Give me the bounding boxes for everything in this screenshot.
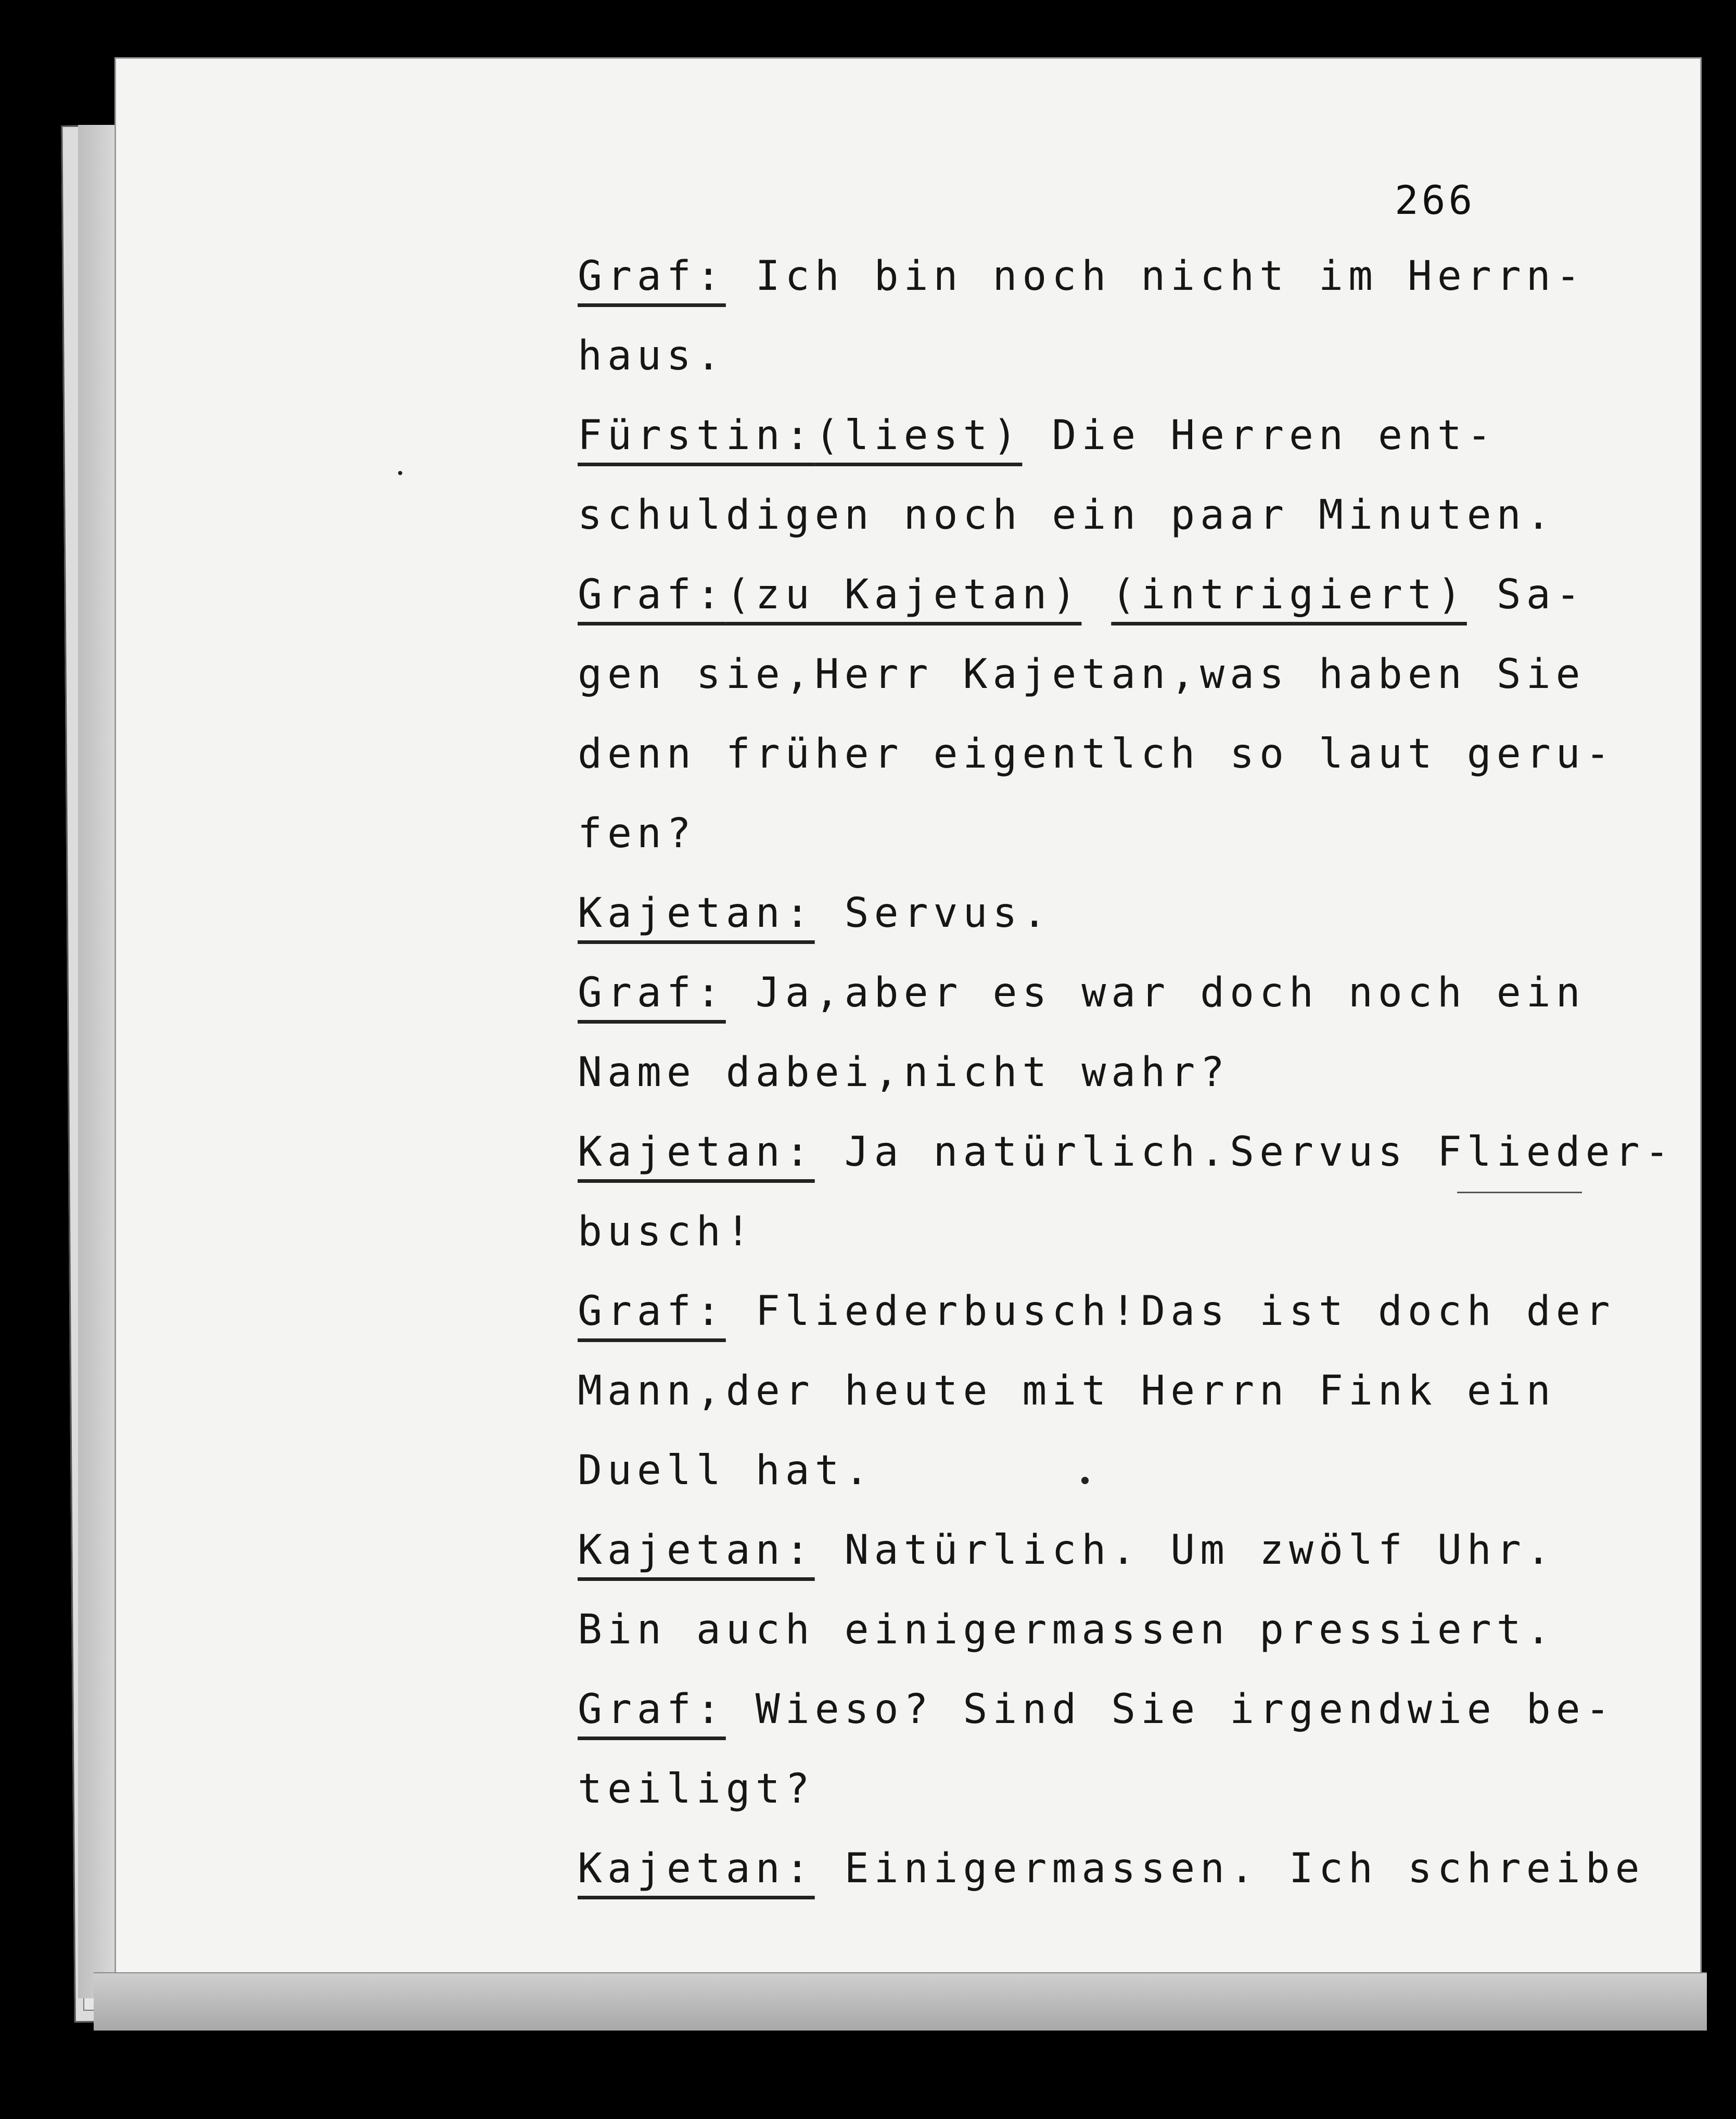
- speaker-name: Kajetan:: [578, 890, 815, 937]
- speaker-name: Fürstin:: [578, 412, 815, 459]
- speaker-name: Kajetan:: [578, 1527, 815, 1574]
- speaker-name: Graf:: [578, 1686, 726, 1733]
- text-line: [578, 1033, 1566, 1113]
- text-line: [578, 1670, 1615, 1750]
- dialogue-text: [578, 237, 1675, 1909]
- line-text: teiligt?: [578, 1766, 815, 1812]
- page-number: 266: [1395, 177, 1476, 223]
- speaker-name: Kajetan:: [578, 1845, 815, 1892]
- stage-direction: (liest): [814, 412, 1023, 459]
- text-line: [578, 1431, 1566, 1511]
- text-line: [578, 237, 1586, 316]
- line-text: Servus.: [814, 890, 1052, 937]
- speaker-name: Graf:: [578, 253, 726, 300]
- text-line: [578, 1192, 1566, 1272]
- line-text: Bin auch einigermassen pressiert.: [578, 1606, 1556, 1653]
- line-text: denn früher eigentlch so laut geru-: [578, 731, 1615, 777]
- line-text: Die Herren ent-: [1022, 412, 1497, 459]
- line-text: Sa-: [1466, 571, 1586, 618]
- text-line: [578, 476, 1566, 555]
- page-bottom-edge: [94, 1972, 1707, 2031]
- line-text: Ich bin noch nicht im Herrn-: [725, 253, 1586, 300]
- text-line: [578, 635, 1586, 714]
- text-line: [578, 714, 1615, 794]
- line-text: schuldigen noch ein paar Minuten.: [578, 492, 1556, 539]
- line-text: Wieso? Sind Sie irgendwie be-: [725, 1686, 1615, 1733]
- text-line: [578, 1590, 1566, 1670]
- margin-mark: [1457, 1192, 1582, 1193]
- line-text: Name dabei,nicht wahr?: [578, 1049, 1230, 1096]
- line-text: Einigermassen. Ich schreibe: [814, 1845, 1645, 1892]
- text-line: [578, 794, 1566, 874]
- speaker-name: Graf:: [578, 1288, 726, 1335]
- text-line: [578, 1272, 1615, 1351]
- text-line: [578, 555, 1586, 635]
- ink-speck: [398, 471, 402, 475]
- speaker-name: Kajetan:: [578, 1129, 815, 1176]
- line-text: Fliederbusch!Das ist doch der: [725, 1288, 1615, 1335]
- text-line: [578, 1511, 1566, 1590]
- line-text: haus.: [578, 333, 726, 379]
- text-line: [578, 396, 1566, 476]
- text-line: [578, 1351, 1566, 1431]
- line-text: fen?: [578, 810, 696, 857]
- text-line: [578, 1829, 1645, 1909]
- stage-direction: (intrigiert): [1111, 571, 1467, 618]
- line-text: busch!: [578, 1208, 756, 1255]
- text-line: [578, 953, 1586, 1033]
- line-text: Duell hat.: [578, 1447, 874, 1494]
- text-line: [578, 874, 1566, 953]
- speaker-name: Graf:: [578, 571, 726, 618]
- line-text: Ja natürlich.Servus Flieder-: [814, 1129, 1675, 1176]
- line-text: Ja,aber es war doch noch ein: [725, 969, 1586, 1016]
- text-line: [578, 316, 1566, 396]
- stage-direction: (zu Kajetan): [725, 571, 1082, 618]
- speaker-name: Graf:: [578, 969, 726, 1016]
- line-text: Natürlich. Um zwölf Uhr.: [814, 1527, 1556, 1574]
- text-line: [578, 1113, 1675, 1192]
- line-text: Mann,der heute mit Herrn Fink ein: [578, 1368, 1556, 1414]
- line-text: gen sie,Herr Kajetan,was haben Sie: [578, 651, 1586, 698]
- text-line: [578, 1750, 1566, 1829]
- ink-speck: [1081, 1477, 1089, 1484]
